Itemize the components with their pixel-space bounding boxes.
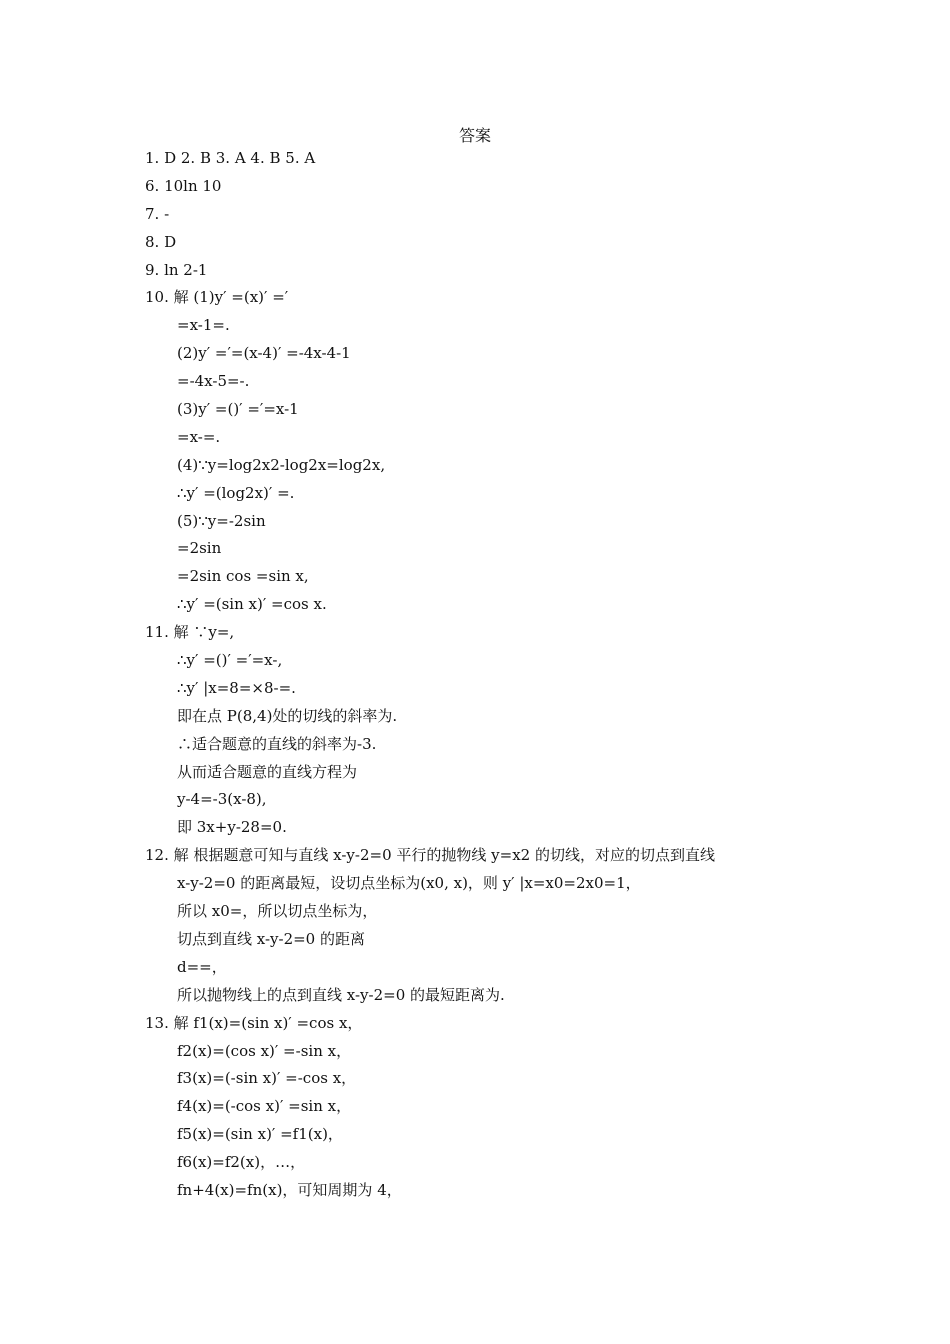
- answer-line: 11. 解 ∵y=,: [145, 623, 235, 642]
- answer-line: 从而适合题意的直线方程为: [177, 762, 358, 781]
- answer-line: 9. ln 2-1: [145, 260, 208, 279]
- answer-line: d==，: [177, 957, 227, 976]
- answer-line: f4(x)=(-cos x)′ =sin x，: [177, 1097, 352, 1116]
- answer-line: 1. D 2. B 3. A 4. B 5. A: [145, 149, 316, 167]
- answer-line: (3)y′ =()′ =′=x-1: [177, 400, 299, 419]
- answer-line: ∴适合题意的直线的斜率为-3.: [177, 734, 377, 753]
- answer-line: (2)y′ =′=(x-4)′ =-4x-4-1: [177, 344, 351, 363]
- answer-line: =2sin: [177, 539, 222, 558]
- answer-line: fn+4(x)=fn(x)，可知周期为 4，: [177, 1180, 402, 1199]
- answer-line: =-4x-5=-.: [177, 372, 250, 391]
- answer-line: f2(x)=(cos x)′ =-sin x，: [177, 1041, 352, 1060]
- answer-line: x-y-2=0 的距离最短，设切点坐标为(x0, x)，则 y′ |x=x0=2x0=1，: [177, 874, 641, 893]
- answer-line: =x-=.: [177, 427, 221, 446]
- answer-line: 8. D: [145, 232, 177, 251]
- answer-line: =x-1=.: [177, 316, 230, 335]
- answer-line: 13. 解 f1(x)=(sin x)′ =cos x，: [145, 1013, 363, 1032]
- answer-line: 10. 解 (1)y′ =(x)′ =′: [145, 288, 289, 307]
- answer-line: 切点到直线 x-y-2=0 的距离: [177, 929, 365, 948]
- answer-line: 12. 解 根据题意可知与直线 x-y-2=0 平行的抛物线 y=x2 的切线，对应的切点到直线: [145, 846, 715, 865]
- answer-line: y-4=-3(x-8),: [177, 790, 267, 809]
- answer-line: ∴y′ =(log2x)′ =.: [177, 483, 295, 502]
- answer-line: 所以 x0=，所以切点坐标为，: [177, 902, 378, 921]
- answer-line: ∴y′ |x=8=×8-=.: [177, 678, 296, 697]
- answer-line: 7. -: [145, 204, 170, 223]
- answer-line: f5(x)=(sin x)′ =f1(x)，: [177, 1125, 343, 1144]
- answer-line: ∴y′ =(sin x)′ =cos x.: [177, 595, 327, 614]
- answer-line: =2sin cos =sin x,: [177, 567, 309, 586]
- answer-line: 6. 10ln 10: [145, 176, 222, 195]
- page-title: 答案: [458, 126, 491, 145]
- answer-body: [145, 145, 835, 1205]
- answer-line: 即 3x+y-28=0.: [177, 818, 287, 837]
- answer-line: 即在点 P(8,4)处的切线的斜率为.: [177, 706, 398, 725]
- answer-line: (5)∵y=-2sin: [177, 511, 266, 530]
- answer-line: 所以抛物线上的点到直线 x-y-2=0 的最短距离为.: [177, 985, 505, 1004]
- answer-line: ∴y′ =()′ =′=x-,: [177, 651, 283, 670]
- answer-line: f3(x)=(-sin x)′ =-cos x，: [177, 1069, 357, 1088]
- answer-line: f6(x)=f2(x)，…，: [177, 1153, 306, 1172]
- answer-line: (4)∵y=log2x2-log2x=log2x,: [177, 455, 386, 474]
